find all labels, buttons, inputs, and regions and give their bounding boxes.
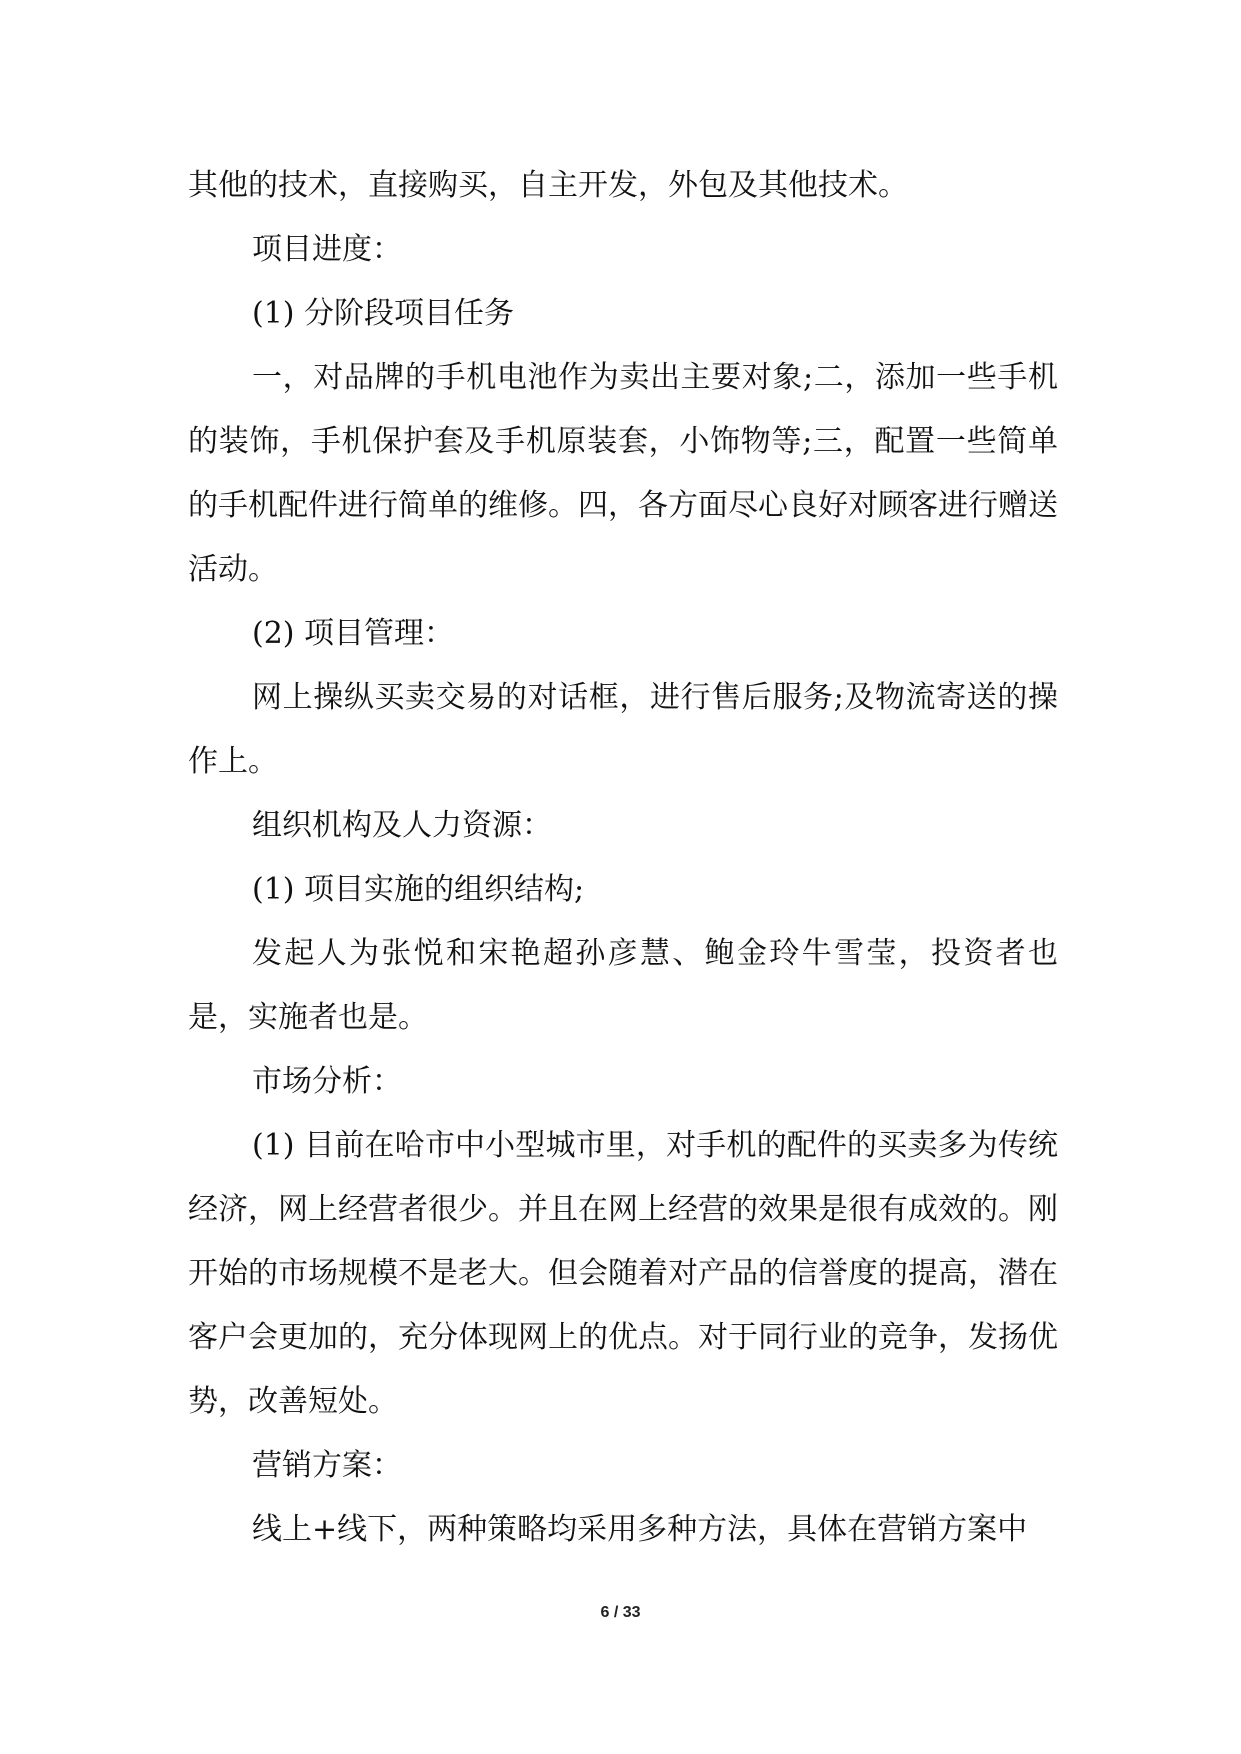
paragraph-13: 线上+线下，两种策略均采用多种方法，具体在营销方案中 <box>252 1512 1028 1547</box>
paragraph-9: 发起人为张悦和宋艳超孙彦慧、鲍金玲牛雪莹，投资者也是，实施者也是。 <box>188 936 1058 1035</box>
paragraph-1: 其他的技术，直接购买，自主开发，外包及其他技术。 <box>188 168 908 203</box>
paragraph-10: 市场分析： <box>252 1064 402 1099</box>
paragraph-7: 组织机构及人力资源： <box>252 808 552 843</box>
page-number: 6 / 33 <box>600 1604 641 1621</box>
paragraph-5: (2) 项目管理： <box>252 616 455 651</box>
paragraph-6: 网上操纵买卖交易的对话框，进行售后服务;及物流寄送的操作上。 <box>188 680 1058 779</box>
paragraph-2: 项目进度： <box>252 232 402 267</box>
body-text <box>188 154 1058 1562</box>
paragraph-8: (1) 项目实施的组织结构; <box>252 872 585 907</box>
paragraph-4: 一，对品牌的手机电池作为卖出主要对象;二，添加一些手机的装饰，手机保护套及手机原装套，小饰物等;三，配置一些简单的手机配件进行简单的维修。四，各方面尽心良好对顾客进行赠送活动。 <box>188 360 1058 587</box>
paragraph-12: 营销方案： <box>252 1448 402 1483</box>
paragraph-11: (1) 目前在哈市中小型城市里，对手机的配件的买卖多为传统经济，网上经营者很少。并且在网上经营的效果是很有成效的。刚开始的市场规模不是老大。但会随着对产品的信誉度的提高，潜在客户会更加的，充分体现网上的优点。对于同行业的竞争，发扬优势，改善短处。 <box>188 1128 1058 1419</box>
paragraph-3: (1) 分阶段项目任务 <box>252 296 515 331</box>
